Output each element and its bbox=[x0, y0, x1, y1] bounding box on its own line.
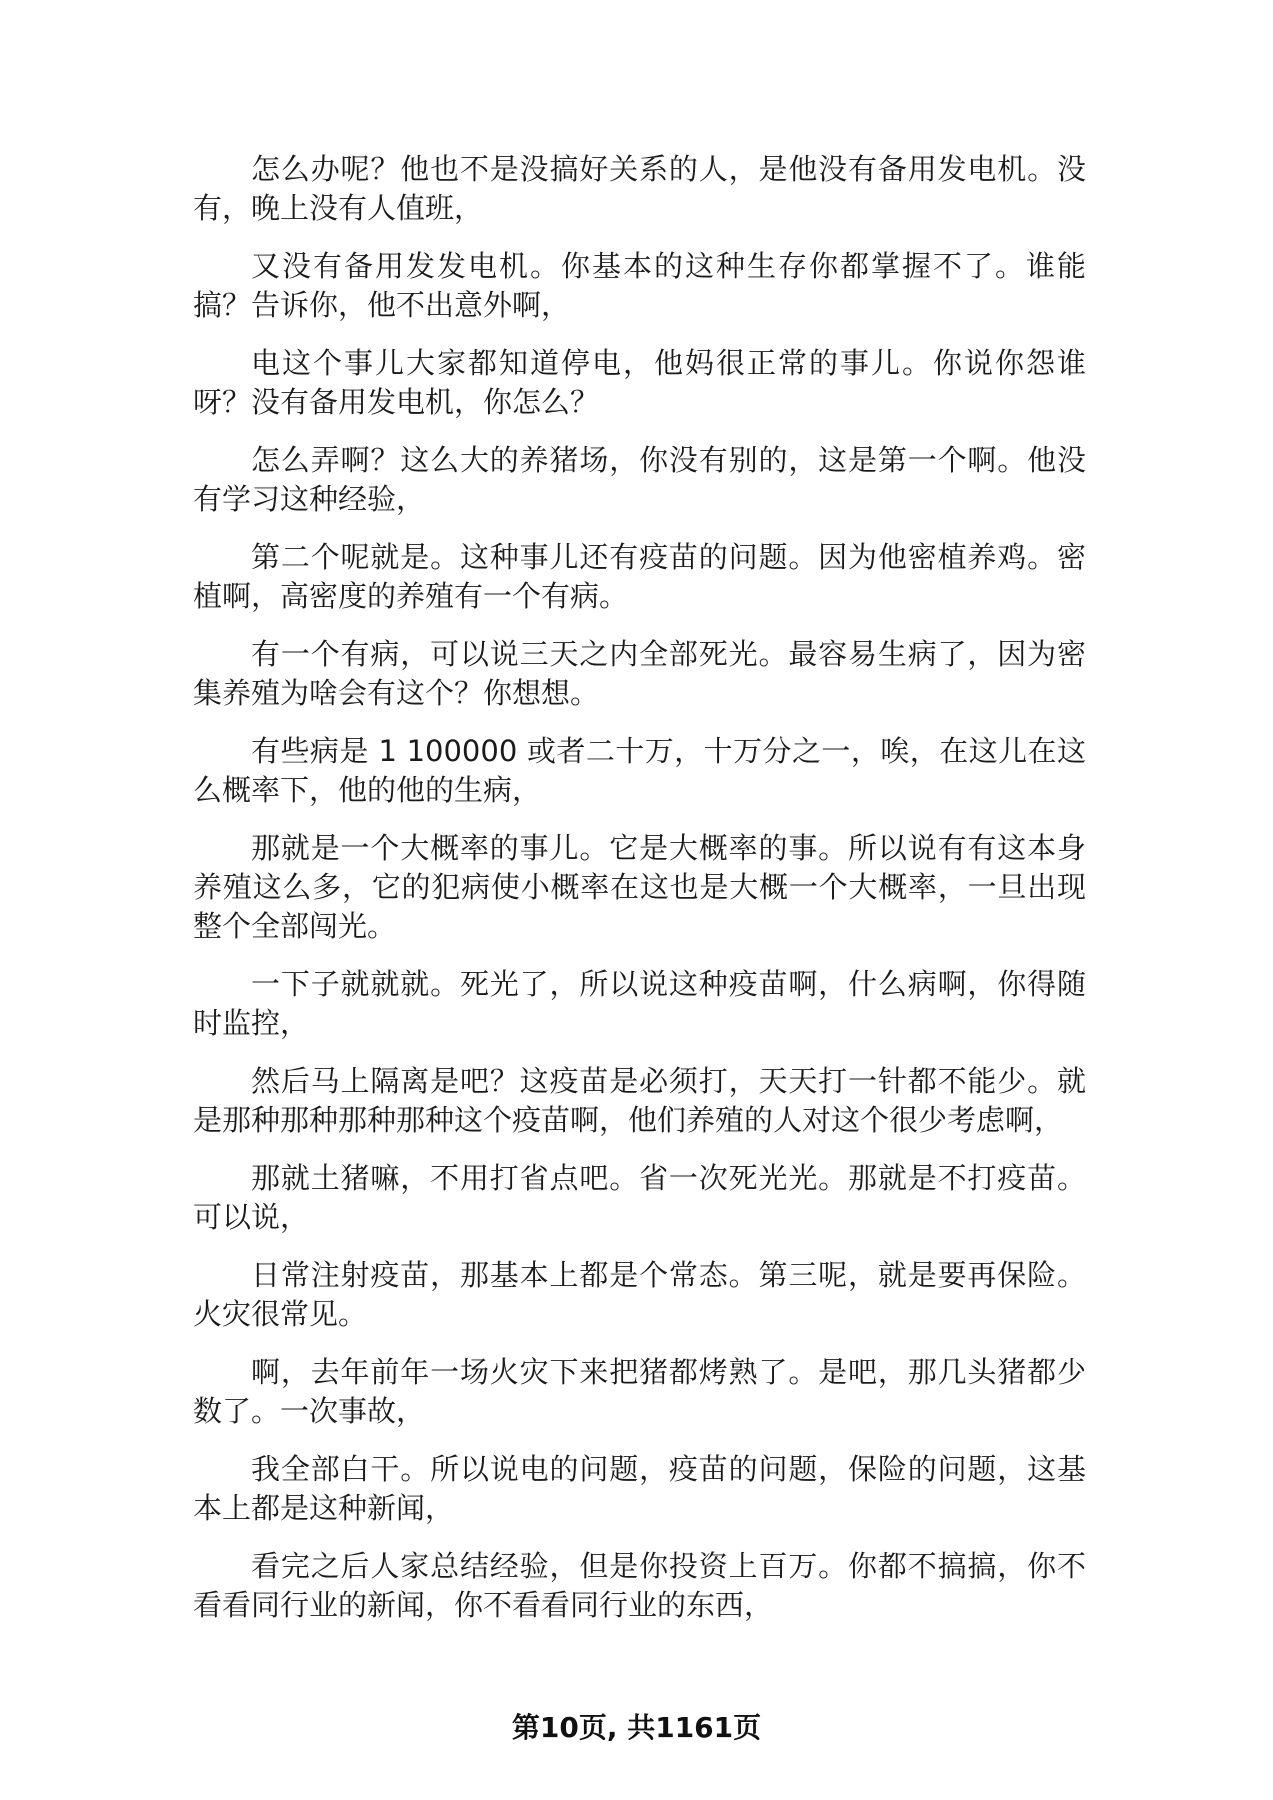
paragraph: 有些病是 1 100000 或者二十万，十万分之一，唉，在这儿在这么概率下，他的他的生病， bbox=[193, 734, 1086, 807]
page-indicator: 第10页, 共1161页 bbox=[511, 1711, 762, 1744]
paragraph: 看完之后人家总结经验，但是你投资上百万。你都不搞搞，你不看看同行业的新闻，你不看看同行业的东西， bbox=[193, 1549, 1086, 1622]
paragraph: 那就是一个大概率的事儿。它是大概率的事。所以说有有这本身养殖这么多，它的犯病使小概率在这也是大概一个大概率，一旦出现整个全部闯光。 bbox=[193, 831, 1086, 943]
document-body bbox=[193, 150, 1086, 1644]
paragraph: 然后马上隔离是吧？这疫苗是必须打，天天打一针都不能少。就是那种那种那种那种这个疫苗啊，他们养殖的人对这个很少考虑啊， bbox=[193, 1064, 1086, 1137]
paragraph: 怎么弄啊？这么大的养猪场，你没有别的，这是第一个啊。他没有学习这种经验， bbox=[193, 443, 1086, 516]
paragraph: 我全部白干。所以说电的问题，疫苗的问题，保险的问题，这基本上都是这种新闻， bbox=[193, 1452, 1086, 1525]
paragraph: 有一个有病，可以说三天之内全部死光。最容易生病了，因为密集养殖为啥会有这个？你想想。 bbox=[193, 637, 1086, 710]
paragraph: 电这个事儿大家都知道停电，他妈很正常的事儿。你说你怨谁呀？没有备用发电机，你怎么？ bbox=[193, 346, 1086, 419]
paragraph: 第二个呢就是。这种事儿还有疫苗的问题。因为他密植养鸡。密植啊，高密度的养殖有一个有病。 bbox=[193, 540, 1086, 613]
paragraph: 那就土猪嘛，不用打省点吧。省一次死光光。那就是不打疫苗。可以说， bbox=[193, 1161, 1086, 1234]
paragraph: 又没有备用发发电机。你基本的这种生存你都掌握不了。谁能搞？告诉你，他不出意外啊， bbox=[193, 249, 1086, 322]
paragraph: 日常注射疫苗，那基本上都是个常态。第三呢，就是要再保险。火灾很常见。 bbox=[193, 1258, 1086, 1331]
paragraph: 一下子就就就。死光了，所以说这种疫苗啊，什么病啊，你得随时监控， bbox=[193, 967, 1086, 1040]
paragraph: 怎么办呢？他也不是没搞好关系的人，是他没有备用发电机。没有，晚上没有人值班， bbox=[193, 152, 1086, 225]
paragraph: 啊，去年前年一场火灾下来把猪都烤熟了。是吧，那几头猪都少数了。一次事故， bbox=[193, 1355, 1086, 1428]
